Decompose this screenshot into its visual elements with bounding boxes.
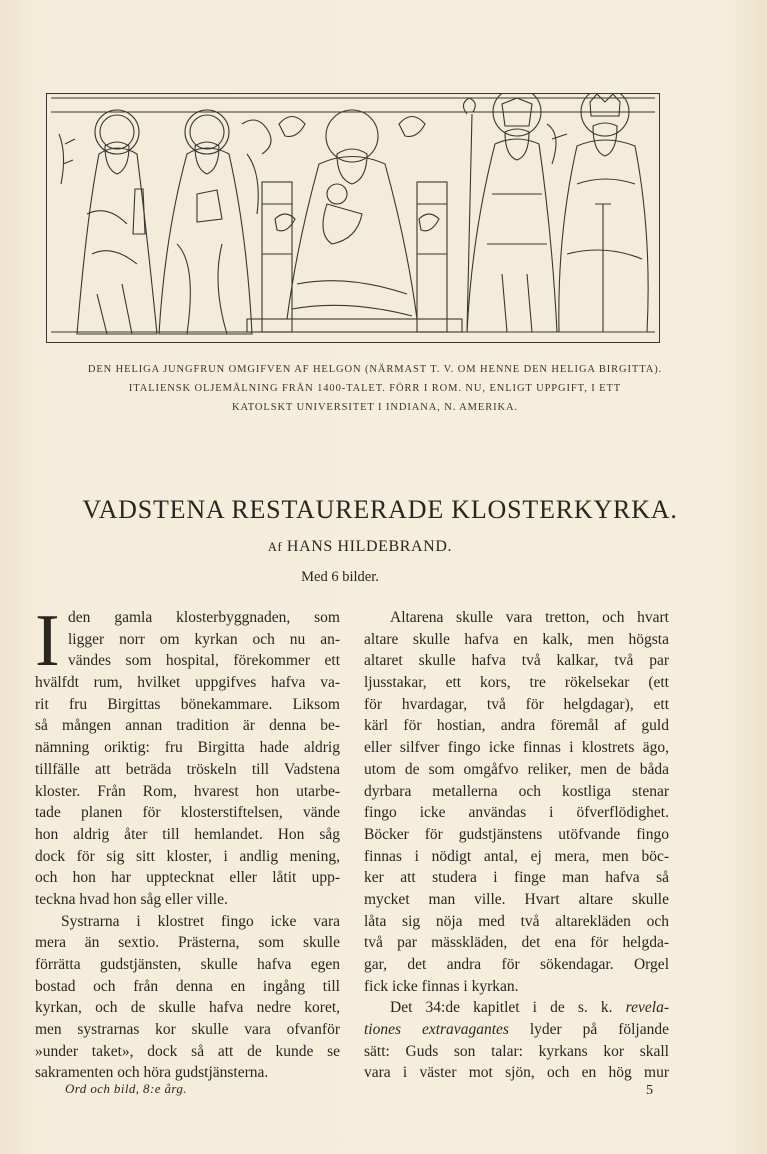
italic-term: revela-: [625, 999, 669, 1017]
text-span: lyder på följande: [508, 1021, 669, 1039]
text-line: mycket man ville. Hvart altare skulle: [364, 890, 669, 908]
caption-line-2: ITALIENSK OLJEMÅLNING FRÅN 1400-TALET. FÖRR I ROM. NU, ENLIGT UPPGIFT, I ETT: [128, 383, 622, 394]
text-line: rit fru Birgittas bönekammare. Liksom: [35, 695, 340, 713]
journal-footer: Ord och bild, 8:e årg.: [65, 1081, 187, 1096]
text-line: låta sig nöja med två altarekläden och: [364, 912, 669, 930]
right-column: [364, 607, 669, 1084]
text-line: teckna hvad hon såg eller ville.: [35, 890, 228, 908]
text-line: kärl för hostian, andra föremål af guld: [364, 717, 669, 735]
text-line: dock för sig sitt kloster, i andlig mening,: [35, 847, 340, 865]
byline-prefix: Af: [267, 540, 283, 554]
text-line: tade planen för klosterstiftelsen, vände: [35, 804, 340, 822]
drop-cap: I: [35, 600, 60, 682]
text-line: utom de som omgåfvo reliker, men de båda: [364, 760, 669, 778]
text-line: ker att studera i finge man hafva så: [364, 869, 669, 887]
text-line: gar, det andra för sökendagar. Orgel: [364, 956, 669, 973]
text-line: »under taket», dock så att de kunde se: [35, 1042, 340, 1060]
text-line: fick icke finnas i kyrkan.: [364, 977, 519, 995]
text-line: Altarena skulle vara tretton, och hvart: [390, 609, 669, 626]
italic-term: tiones extravagantes: [364, 1021, 509, 1039]
text-line: bostad och från denna en ingång till: [35, 977, 340, 995]
madonna-with-saints-illustration: [46, 93, 660, 343]
text-line: hon aldrig åter till hemlandet. Hon såg: [35, 825, 340, 843]
opening-paragraph: [35, 600, 340, 682]
text-line: hvälfdt rum, hvilket uppgifves hafva va-: [35, 674, 340, 692]
text-line: altare skulle hafva en kalk, men högsta: [364, 630, 669, 648]
text-line: kloster. Från Rom, hvarest hon utarbe-: [35, 782, 340, 800]
text-line: ligger norr om kyrkan och nu an-: [68, 630, 340, 648]
text-line: dyrbara metallerna och kostliga stenar: [364, 782, 669, 800]
subtitle: Med 6 bilder.: [301, 569, 379, 585]
text-line: förrätta gudstjänsten, skulle hafva egen: [35, 956, 340, 973]
text-line: för hvardagar, två för helgdagar), ett: [364, 695, 669, 713]
text-line: nämning oriktig: fru Birgitta hade aldrig: [35, 739, 340, 757]
text-line: ljusstakar, ett kors, tre rökelsekar (ett: [364, 674, 669, 692]
text-line: mera än sextio. Prästerna, som skulle: [35, 934, 340, 952]
figure-caption: [30, 360, 720, 417]
caption-line-3: KATOLSKT UNIVERSITET I INDIANA, N. AMERIKA.: [231, 402, 519, 413]
author-name: HANS HILDEBRAND.: [286, 538, 453, 555]
text-line: altaret skulle hafva två kalkar, två par: [364, 652, 669, 670]
text-line: Böcker för gudstjänstens utöfvande fingo: [364, 825, 669, 843]
caption-line-1: DEN HELIGA JUNGFRUN OMGIFVEN AF HELGON (NÄRMAST T. V. OM HENNE DEN HELIGA BIRGITTA).: [87, 364, 663, 375]
text-line: två par mässkläden, det ena för helgda-: [364, 934, 669, 952]
text-line: så mången annan tradition är denna be-: [35, 717, 340, 735]
text-line: fingo icke användas i öfverflödighet.: [364, 804, 669, 822]
text-line: och hon har upptecknat eller låtit upp-: [35, 869, 340, 887]
text-line: finnas i nödigt antal, ej mera, men böc-: [364, 847, 669, 865]
article-title: VADSTENA RESTAURERADE KLOSTERKYRKA.: [82, 495, 678, 524]
text-line: tillfälle att beträda tröskeln till Vadstena: [35, 760, 340, 778]
byline: [0, 538, 720, 556]
page-number: 5: [646, 1083, 653, 1098]
text-line: eller silfver fingo icke finnas i klostrets ägo,: [364, 739, 669, 757]
text-line: [364, 997, 669, 1019]
engraving-drawing: [47, 94, 659, 342]
text-line: vara i väster mot sjön, och en hög mur: [364, 1064, 669, 1082]
text-line: den gamla klosterbyggnaden, som: [68, 609, 340, 626]
text-line: [364, 1019, 669, 1041]
left-column: [35, 600, 340, 1084]
text-line: Systrarna i klostret fingo icke vara: [61, 912, 340, 930]
text-line: vändes som hospital, förekommer ett: [68, 652, 340, 670]
text-line: sakramenten och höra gudstjänsterna.: [35, 1064, 269, 1082]
text-span: Det 34:de kapitlet i de s. k.: [390, 999, 626, 1017]
text-line: sätt: Guds son talar: kyrkans kor skall: [364, 1042, 669, 1060]
text-line: kyrkan, och de skulle hafva nedre koret,: [35, 999, 340, 1017]
text-line: men systrarnas kor skulle vara ofvanför: [35, 1021, 340, 1039]
